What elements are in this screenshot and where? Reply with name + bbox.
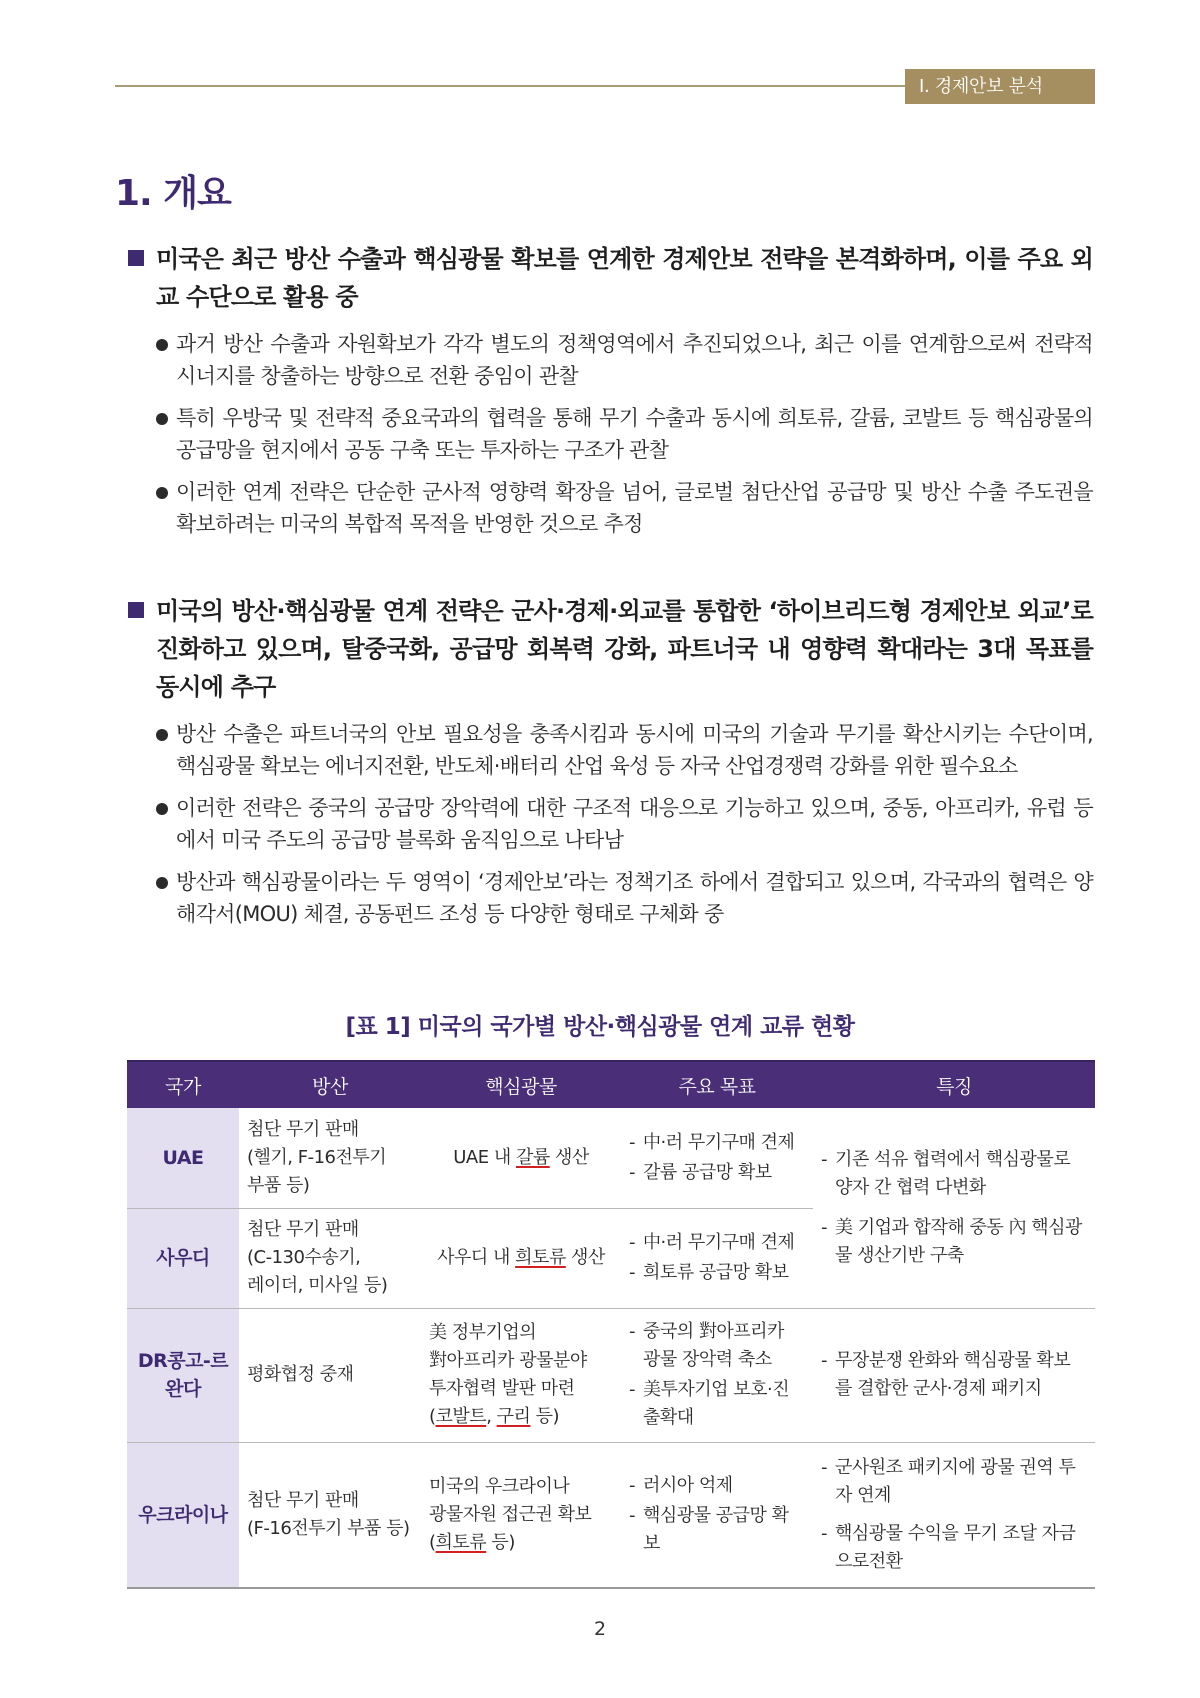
goal-text: 중국의 對아프리카 광물 장악력 축소 <box>643 1321 784 1370</box>
table-row <box>127 1308 1095 1442</box>
main-bullet <box>128 592 1093 706</box>
table-header-row <box>127 1061 1095 1108</box>
goal-item: - 중국의 對아프리카 광물 장악력 축소 <box>629 1318 805 1374</box>
sub-bullet <box>156 792 1093 856</box>
goal-cell <box>621 1442 813 1588</box>
goal-item: - 희토류 공급망 확보 <box>629 1259 805 1287</box>
feature-text: 美 기업과 합작해 중동 內 핵심광물 생산기반 구축 <box>835 1216 1082 1266</box>
defense-line: (헬기, F-16전투기 <box>247 1146 387 1168</box>
feature-item: - 군사원조 패키지에 광물 권역 투자 연계 <box>821 1454 1087 1510</box>
defense-line: 첨단 무기 판매 <box>247 1219 359 1240</box>
sub-bullet <box>156 402 1093 466</box>
mineral-text: ( <box>429 1531 436 1553</box>
goal-item: - 갈륨 공급망 확보 <box>629 1159 805 1187</box>
overview-section-2 <box>128 592 1093 940</box>
defense-cell <box>239 1208 421 1308</box>
mineral-line: 對아프리카 광물분야 <box>429 1350 587 1371</box>
mineral-text: UAE 내 <box>453 1146 516 1168</box>
mineral-text: ( <box>429 1406 436 1427</box>
country-cell: DR콩고-르완다 <box>127 1308 239 1442</box>
mineral-text: , <box>486 1406 497 1427</box>
defense-cell <box>239 1442 421 1588</box>
defense-line: 첨단 무기 판매 <box>247 1118 359 1140</box>
page-title: 1. 개요 <box>115 173 231 214</box>
goal-cell <box>621 1208 813 1308</box>
defense-line: 첨단 무기 판매 <box>247 1489 359 1511</box>
feature-item: - 기존 석유 협력에서 핵심광물로 양자 간 협력 다변화 <box>821 1146 1087 1202</box>
feature-item: - 美 기업과 합작해 중동 內 핵심광물 생산기반 구축 <box>821 1214 1087 1270</box>
mineral-highlight: 구리 <box>496 1406 531 1427</box>
page-number: 2 <box>593 1618 607 1640</box>
mineral-line <box>429 1403 613 1431</box>
header-defense: 방산 <box>239 1061 421 1108</box>
mineral-text: 등) <box>530 1406 560 1427</box>
goal-text: 희토류 공급망 확보 <box>643 1262 789 1283</box>
circle-bullet-icon <box>156 729 168 741</box>
feature-text: 군사원조 패키지에 광물 권역 투자 연계 <box>835 1456 1076 1506</box>
mineral-highlight: 갈륨 <box>515 1146 550 1168</box>
goal-item: - 中·러 무기구매 견제 <box>629 1229 805 1257</box>
feature-text: 핵심광물 수익을 무기 조달 자금으로전환 <box>835 1522 1076 1572</box>
feature-cell-shared <box>813 1108 1095 1308</box>
sub-bullet <box>156 718 1093 782</box>
feature-cell <box>813 1308 1095 1442</box>
sub-bullet-text: 과거 방산 수출과 자원확보가 각각 별도의 정책영역에서 추진되었으나, 최근 이를 연계함으로써 전략적 시너지를 창출하는 방향으로 전환 중임이 관찰 <box>176 332 1093 388</box>
header-mineral: 핵심광물 <box>421 1061 621 1108</box>
mineral-highlight: 희토류 <box>435 1531 487 1553</box>
mineral-line: 광물자원 접근권 확보 <box>429 1503 592 1525</box>
goal-text: 中·러 무기구매 견제 <box>643 1232 795 1253</box>
sub-bullet-text: 방산과 핵심광물이라는 두 영역이 ‘경제안보’라는 정책기조 하에서 결합되고 있으며, 각국과의 협력은 양해각서(MOU) 체결, 공동펀드 조성 등 다양한 형태로 구체화 중 <box>176 870 1093 926</box>
goal-item: - 中·러 무기구매 견제 <box>629 1129 805 1157</box>
header-goal: 주요 목표 <box>621 1061 813 1108</box>
goal-text: 中·러 무기구매 견제 <box>643 1131 795 1153</box>
feature-item: - 무장분쟁 완화와 핵심광물 확보를 결합한 군사·경제 패키지 <box>821 1347 1087 1403</box>
square-bullet-icon <box>128 250 144 266</box>
sub-bullet <box>156 328 1093 392</box>
country-cell: UAE <box>127 1108 239 1208</box>
goal-cell <box>621 1108 813 1208</box>
goal-item: - 美투자기업 보호·진출확대 <box>629 1376 805 1432</box>
circle-bullet-icon <box>156 877 168 889</box>
mineral-text: 등) <box>486 1531 515 1553</box>
sub-bullet-text: 방산 수출은 파트너국의 안보 필요성을 충족시킴과 동시에 미국의 기술과 무기를 확산시키는 수단이며, 핵심광물 확보는 에너지전환, 반도체·배터리 산업 육성 등 자국 산업경쟁력 강화를 위한 필수요소 <box>176 722 1093 778</box>
circle-bullet-icon <box>156 413 168 425</box>
goal-text: 핵심광물 공급망 확보 <box>643 1504 789 1554</box>
exchange-table <box>127 1060 1095 1589</box>
square-bullet-icon <box>128 602 144 618</box>
header-feature: 특징 <box>813 1061 1095 1108</box>
sub-bullet-text: 이러한 전략은 중국의 공급망 장악력에 대한 구조적 대응으로 기능하고 있으며, 중동, 아프리카, 유럽 등에서 미국 주도의 공급망 블록화 움직임으로 나타남 <box>176 796 1093 852</box>
sub-bullet <box>156 476 1093 540</box>
mineral-line: 美 정부기업의 <box>429 1322 537 1343</box>
defense-cell <box>239 1108 421 1208</box>
sub-bullet-text: 특히 우방국 및 전략적 중요국과의 협력을 통해 무기 수출과 동시에 희토류, 갈륨, 코발트 등 핵심광물의 공급망을 현지에서 공동 구축 또는 투자하는 구조가 관찰 <box>176 406 1093 462</box>
goal-item: - 핵심광물 공급망 확보 <box>629 1502 805 1558</box>
circle-bullet-icon <box>156 487 168 499</box>
mineral-cell <box>421 1308 621 1442</box>
circle-bullet-icon <box>156 803 168 815</box>
feature-text: 무장분쟁 완화와 핵심광물 확보를 결합한 군사·경제 패키지 <box>835 1350 1071 1399</box>
defense-line: 평화협정 중재 <box>247 1364 354 1385</box>
mineral-cell <box>421 1442 621 1588</box>
mineral-cell <box>421 1108 621 1208</box>
mineral-text: 생산 <box>565 1247 605 1268</box>
mineral-line <box>429 1529 613 1557</box>
feature-cell <box>813 1442 1095 1588</box>
overview-section-1 <box>128 240 1093 550</box>
defense-cell <box>239 1308 421 1442</box>
sub-bullet <box>156 866 1093 930</box>
feature-text: 기존 석유 협력에서 핵심광물로 양자 간 협력 다변화 <box>835 1148 1071 1198</box>
main-bullet <box>128 240 1093 316</box>
table-caption: [표 1] 미국의 국가별 방산·핵심광물 연계 교류 현황 <box>345 1014 855 1040</box>
mineral-text: 생산 <box>549 1146 589 1168</box>
goal-text: 美투자기업 보호·진출확대 <box>643 1379 790 1428</box>
mineral-cell <box>421 1208 621 1308</box>
country-cell: 우크라이나 <box>127 1442 239 1588</box>
header-country: 국가 <box>127 1061 239 1108</box>
defense-line: 부품 등) <box>247 1174 310 1196</box>
main-bullet-text: 미국의 방산·핵심광물 연계 전략은 군사·경제·외교를 통합한 ‘하이브리드형 경제안보 외교’로 진화하고 있으며, 탈중국화, 공급망 회복력 강화, 파트너국 내 영향력 확대라는 3대 목표를 동시에 추구 <box>156 597 1093 701</box>
section-tag: Ⅰ. 경제안보 분석 <box>905 69 1095 104</box>
circle-bullet-icon <box>156 339 168 351</box>
goal-cell <box>621 1308 813 1442</box>
feature-item: - 핵심광물 수익을 무기 조달 자금으로전환 <box>821 1520 1087 1576</box>
mineral-line: 미국의 우크라이나 <box>429 1475 570 1497</box>
sub-bullet-text: 이러한 연계 전략은 단순한 군사적 영향력 확장을 넘어, 글로벌 첨단산업 공급망 및 방산 수출 주도권을 확보하려는 미국의 복합적 목적을 반영한 것으로 추정 <box>176 480 1093 536</box>
mineral-highlight: 코발트 <box>435 1406 487 1427</box>
country-cell: 사우디 <box>127 1208 239 1308</box>
mineral-text: 사우디 내 <box>437 1247 516 1268</box>
defense-line: (C-130수송기, <box>247 1247 361 1268</box>
table-row <box>127 1442 1095 1588</box>
mineral-line: 투자협력 발판 마련 <box>429 1378 575 1399</box>
goal-text: 갈륨 공급망 확보 <box>643 1161 772 1183</box>
mineral-highlight: 희토류 <box>515 1247 566 1268</box>
defense-line: 레이더, 미사일 등) <box>247 1275 388 1296</box>
table-row <box>127 1108 1095 1208</box>
goal-item: - 러시아 억제 <box>629 1472 805 1500</box>
goal-text: 러시아 억제 <box>643 1474 733 1496</box>
defense-line: (F-16전투기 부품 등) <box>247 1517 410 1539</box>
main-bullet-text: 미국은 최근 방산 수출과 핵심광물 확보를 연계한 경제안보 전략을 본격화하며, 이를 주요 외교 수단으로 활용 중 <box>156 245 1093 311</box>
